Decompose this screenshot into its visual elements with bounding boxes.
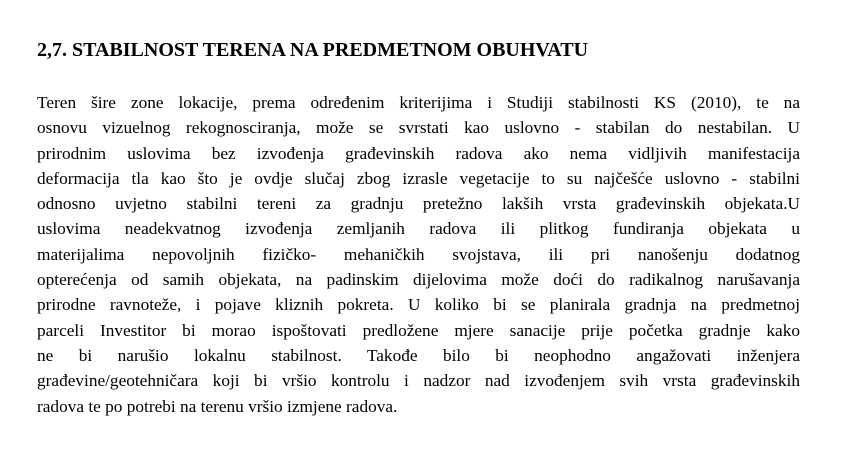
paragraph-line: ne bi narušio lokalnu stabilnost. Takođe bilo bi neophodno angažovati inženjera [37,345,800,365]
paragraph-line: uslovima neadekvatnog izvođenja zemljanih radova ili plitkog fundiranja objekata u [37,219,800,239]
paragraph-line: Teren šire zone lokacije, prema određenim kriterijima i Studiji stabilnosti KS (2010), te na [37,93,800,112]
paragraph-line: parceli Investitor bi morao ispoštovati predložene mjere sanacije prije početka gradnje kako [37,320,800,340]
paragraph-line: materijalima nepovoljnih fizičko- mehaničkih svojstava, ili pri nanošenju dodatnog [37,244,800,264]
paragraph-line: odnosno uvjetno stabilni tereni za gradnju pretežno lakših vrsta građevinskih objekata.U [37,194,800,214]
paragraph-line: opterećenja od samih objekata, na padinskim dijelovima može doći do radikalnog narušavanja [37,270,800,290]
body-paragraph [37,90,800,419]
paragraph-line: deformacija tla kao što je ovdje slučaj zbog izrasle vegetacije to su najčešće uslovno - stabilni [37,168,800,188]
paragraph-line: prirodne ravnoteže, i pojave kliznih pokreta. U koliko bi se planirala gradnja na predmetnoj [37,295,800,315]
paragraph-line: osnovu vizuelnog rekognosciranja, može se svrstati kao uslovno - stabilan do nestabilan. U [37,118,800,138]
paragraph-line: radova te po potrebi na terenu vršio izmjene radova. [37,396,398,416]
paragraph-line: prirodnim uslovima bez izvođenja građevinskih radova ako nema vidljivih manifestacija [37,143,800,163]
section-heading: 2,7. STABILNOST TERENA NA PREDMETNOM OBUHVATU [37,39,589,61]
paragraph-line: građevine/geotehničara koji bi vršio kontrolu i nadzor nad izvođenjem svih vrsta građevinskih [37,371,800,391]
